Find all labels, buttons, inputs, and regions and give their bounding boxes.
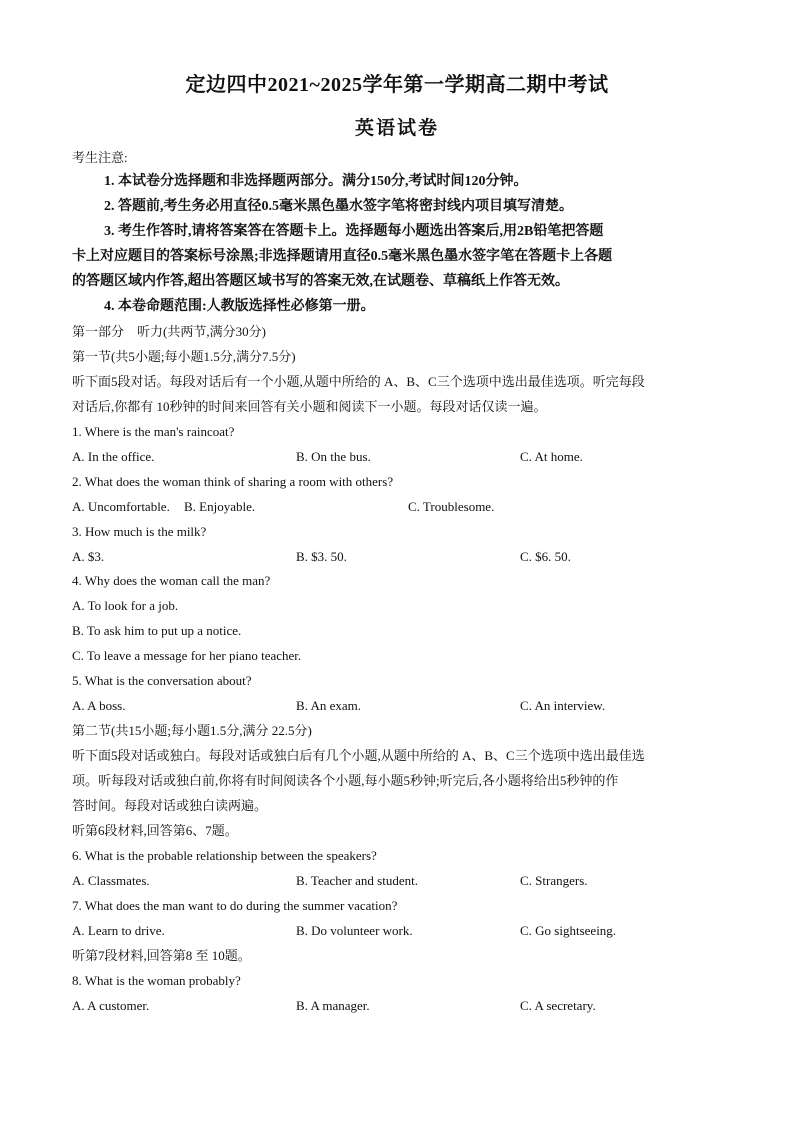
notice-item-3-line-1: 3. 考生作答时,请将答案答在答题卡上。选择题每小题选出答案后,用2B铅笔把答题 — [104, 224, 604, 239]
notice-item-3-line-2: 卡上对应题目的答案标号涂黑;非选择题请用直径0.5毫米黑色墨水签字笔在答题卡上各题 — [72, 249, 613, 264]
question-6-option-c: C. Strangers. — [520, 873, 588, 888]
section1-heading: 第一节(共5小题;每小题1.5分,满分7.5分) — [72, 349, 296, 364]
notice-item-1: 1. 本试卷分选择题和非选择题两部分。满分150分,考试时间120分钟。 — [104, 174, 528, 189]
section1-instructions-line-1: 听下面5段对话。每段对话后有一个小题,从题中所给的 A、B、C三个选项中选出最佳选项。听完每段 — [72, 374, 645, 389]
question-6-stem: 6. What is the probable relationship between the speakers? — [72, 848, 377, 863]
part1-heading: 第一部分 听力(共两节,满分30分) — [72, 324, 266, 339]
question-1-option-b: B. On the bus. — [296, 449, 371, 464]
question-8-stem: 8. What is the woman probably? — [72, 973, 241, 988]
question-5-stem: 5. What is the conversation about? — [72, 673, 252, 688]
section1-instructions-line-2: 对话后,你都有 10秒钟的时间来回答有关小题和阅读下一小题。每段对话仅读一遍。 — [72, 399, 547, 414]
question-3-option-a: A. $3. — [72, 549, 105, 564]
question-3-option-c: C. $6. 50. — [520, 549, 571, 564]
question-2-stem: 2. What does the woman think of sharing a room with others? — [72, 474, 394, 489]
question-4-option-b: B. To ask him to put up a notice. — [72, 623, 242, 638]
question-4-stem: 4. Why does the woman call the man? — [72, 573, 271, 588]
notice-item-2: 2. 答题前,考生务必用直径0.5毫米黑色墨水签字笔将密封线内项目填写清楚。 — [104, 199, 573, 214]
question-5-option-a: A. A boss. — [72, 698, 126, 713]
question-7-option-c: C. Go sightseeing. — [520, 923, 617, 938]
section2-instructions-line-3: 答时间。每段对话或独白读两遍。 — [72, 798, 268, 813]
question-4-option-c: C. To leave a message for her piano teacher. — [72, 648, 302, 663]
question-8-option-c: C. A secretary. — [520, 998, 596, 1013]
question-2-option-a: A. Uncomfortable. — [72, 499, 170, 514]
question-7-option-b: B. Do volunteer work. — [296, 923, 413, 938]
question-4-option-a: A. To look for a job. — [72, 598, 179, 613]
notice-item-3-line-3: 的答题区域内作答,超出答题区域书写的答案无效,在试题卷、草稿纸上作答无效。 — [72, 274, 569, 289]
material-6-heading: 听第6段材料,回答第6、7题。 — [72, 823, 238, 838]
question-7-option-a: A. Learn to drive. — [72, 923, 165, 938]
notice-item-4: 4. 本卷命题范围:人教版选择性必修第一册。 — [104, 299, 375, 314]
question-3-option-b: B. $3. 50. — [296, 549, 347, 564]
material-7-heading: 听第7段材料,回答第8 至 10题。 — [72, 948, 251, 963]
question-8-option-a: A. A customer. — [72, 998, 150, 1013]
section2-heading: 第二节(共15小题;每小题1.5分,满分 22.5分) — [72, 723, 312, 738]
section2-instructions-line-2: 项。听每段对话或独白前,你将有时间阅读各个小题,每小题5秒钟;听完后,各小题将给出5秒钟的作 — [72, 773, 619, 788]
question-3-stem: 3. How much is the milk? — [72, 524, 207, 539]
question-1-option-a: A. In the office. — [72, 449, 155, 464]
question-8-option-b: B. A manager. — [296, 998, 370, 1013]
question-5-option-c: C. An interview. — [520, 698, 606, 713]
exam-title: 定边四中2021~2025学年第一学期高二期中考试 — [185, 74, 609, 96]
question-5-option-b: B. An exam. — [296, 698, 361, 713]
question-2-option-c: C. Troublesome. — [408, 499, 495, 514]
notice-heading: 考生注意: — [72, 150, 128, 165]
question-1-stem: 1. Where is the man's raincoat? — [72, 424, 235, 439]
question-7-stem: 7. What does the man want to do during the summer vacation? — [72, 898, 398, 913]
exam-subtitle: 英语试卷 — [354, 118, 439, 139]
question-6-option-b: B. Teacher and student. — [296, 873, 418, 888]
question-6-option-a: A. Classmates. — [72, 873, 150, 888]
question-2-option-b: B. Enjoyable. — [184, 499, 256, 514]
section2-instructions-line-1: 听下面5段对话或独白。每段对话或独白后有几个小题,从题中所给的 A、B、C三个选项中选出最佳选 — [72, 748, 645, 763]
question-1-option-c: C. At home. — [520, 449, 583, 464]
